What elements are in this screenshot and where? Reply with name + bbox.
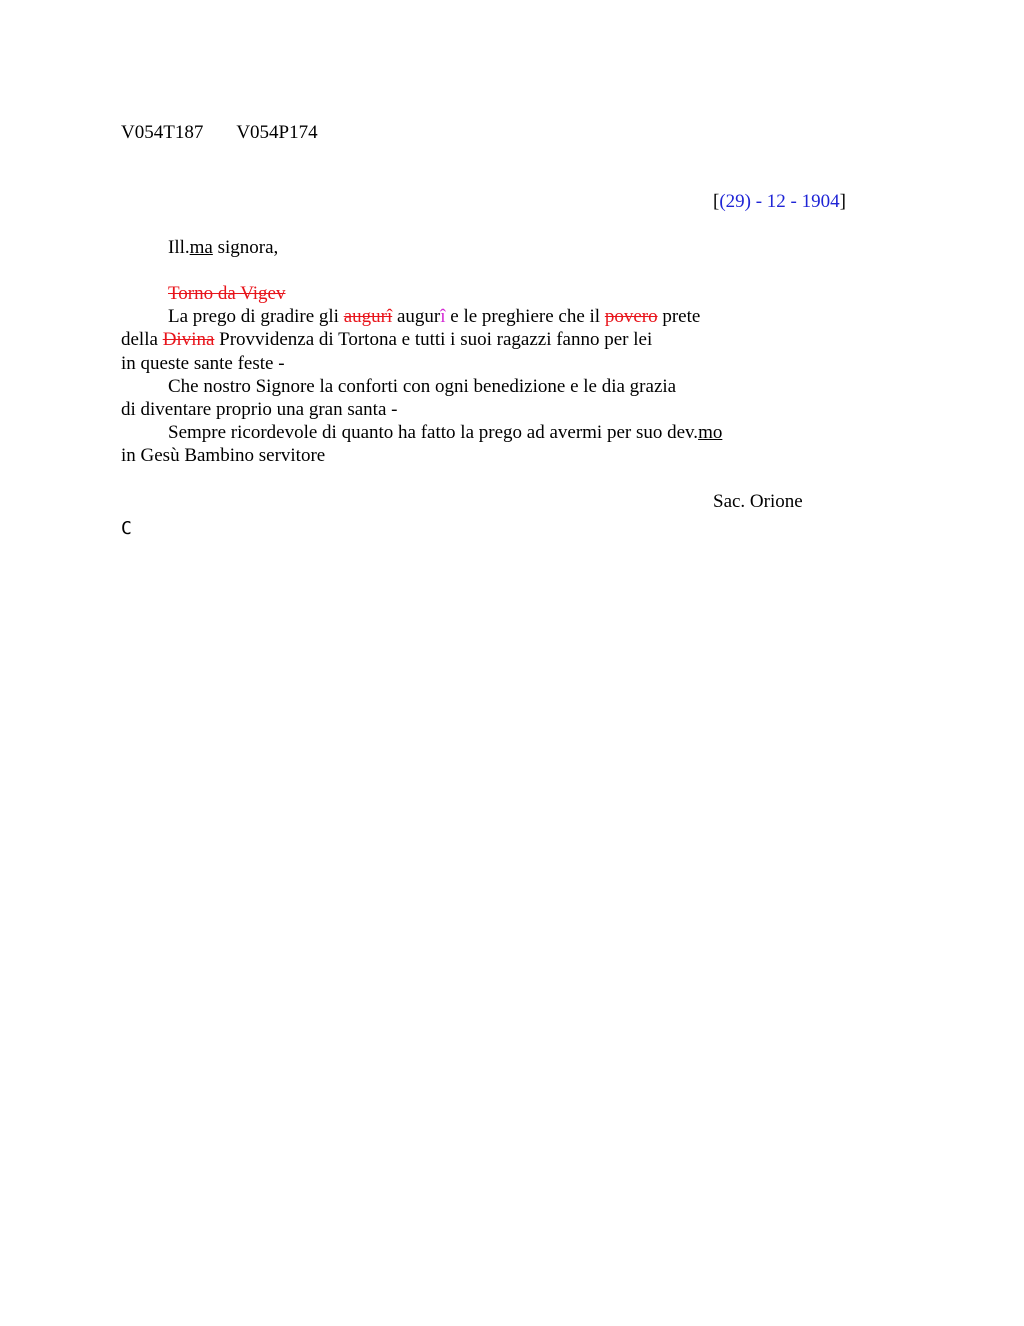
body-text: Provvidenza di Tortona e tutti i suoi ragazzi fanno per lei — [214, 329, 653, 350]
signature: Sac. Orione — [713, 491, 803, 512]
body-line-7: in Gesù Bambino servitore — [121, 445, 326, 466]
deletion: Divina — [162, 329, 215, 350]
date-value: (29) - 12 - 1904 — [719, 191, 840, 212]
body-text: prete — [657, 306, 701, 327]
body-line-3: in queste sante feste - — [121, 353, 285, 374]
deletion: augurî — [343, 306, 393, 327]
document-ids — [121, 121, 318, 144]
letter-date — [713, 190, 846, 213]
salutation-rest: signora, — [212, 237, 279, 258]
volume-text-id: V054T187 — [121, 122, 204, 143]
body-line-5: di diventare proprio una gran santa - — [121, 399, 398, 420]
footer-mark: C — [121, 518, 132, 539]
closing-abbr: mo — [698, 422, 723, 443]
salutation-prefix: Ill. — [168, 237, 190, 258]
salutation — [168, 236, 278, 259]
body-text: della — [121, 329, 163, 350]
date-open-bracket: [ — [713, 191, 720, 212]
body-text: e le preghiere che il — [445, 306, 605, 327]
deletion: povero — [604, 306, 658, 327]
deleted-line: Torno da Vigev — [168, 283, 286, 304]
body-text: Sempre ricordevole di quanto ha fatto la prego ad avermi per suo dev. — [168, 422, 699, 443]
volume-page-id: V054P174 — [236, 122, 318, 143]
date-close-bracket: ] — [839, 191, 846, 212]
body-text: augur — [392, 306, 441, 327]
body-line-1 — [168, 305, 700, 328]
body-line-2 — [121, 328, 652, 351]
salutation-abbr: ma — [189, 237, 213, 258]
body-line-6 — [168, 421, 722, 444]
body-line-4: Che nostro Signore la conforti con ogni benedizione e le dia grazia — [168, 376, 677, 397]
body-text: La prego di gradire gli — [168, 306, 344, 327]
insertion: î — [440, 306, 446, 327]
